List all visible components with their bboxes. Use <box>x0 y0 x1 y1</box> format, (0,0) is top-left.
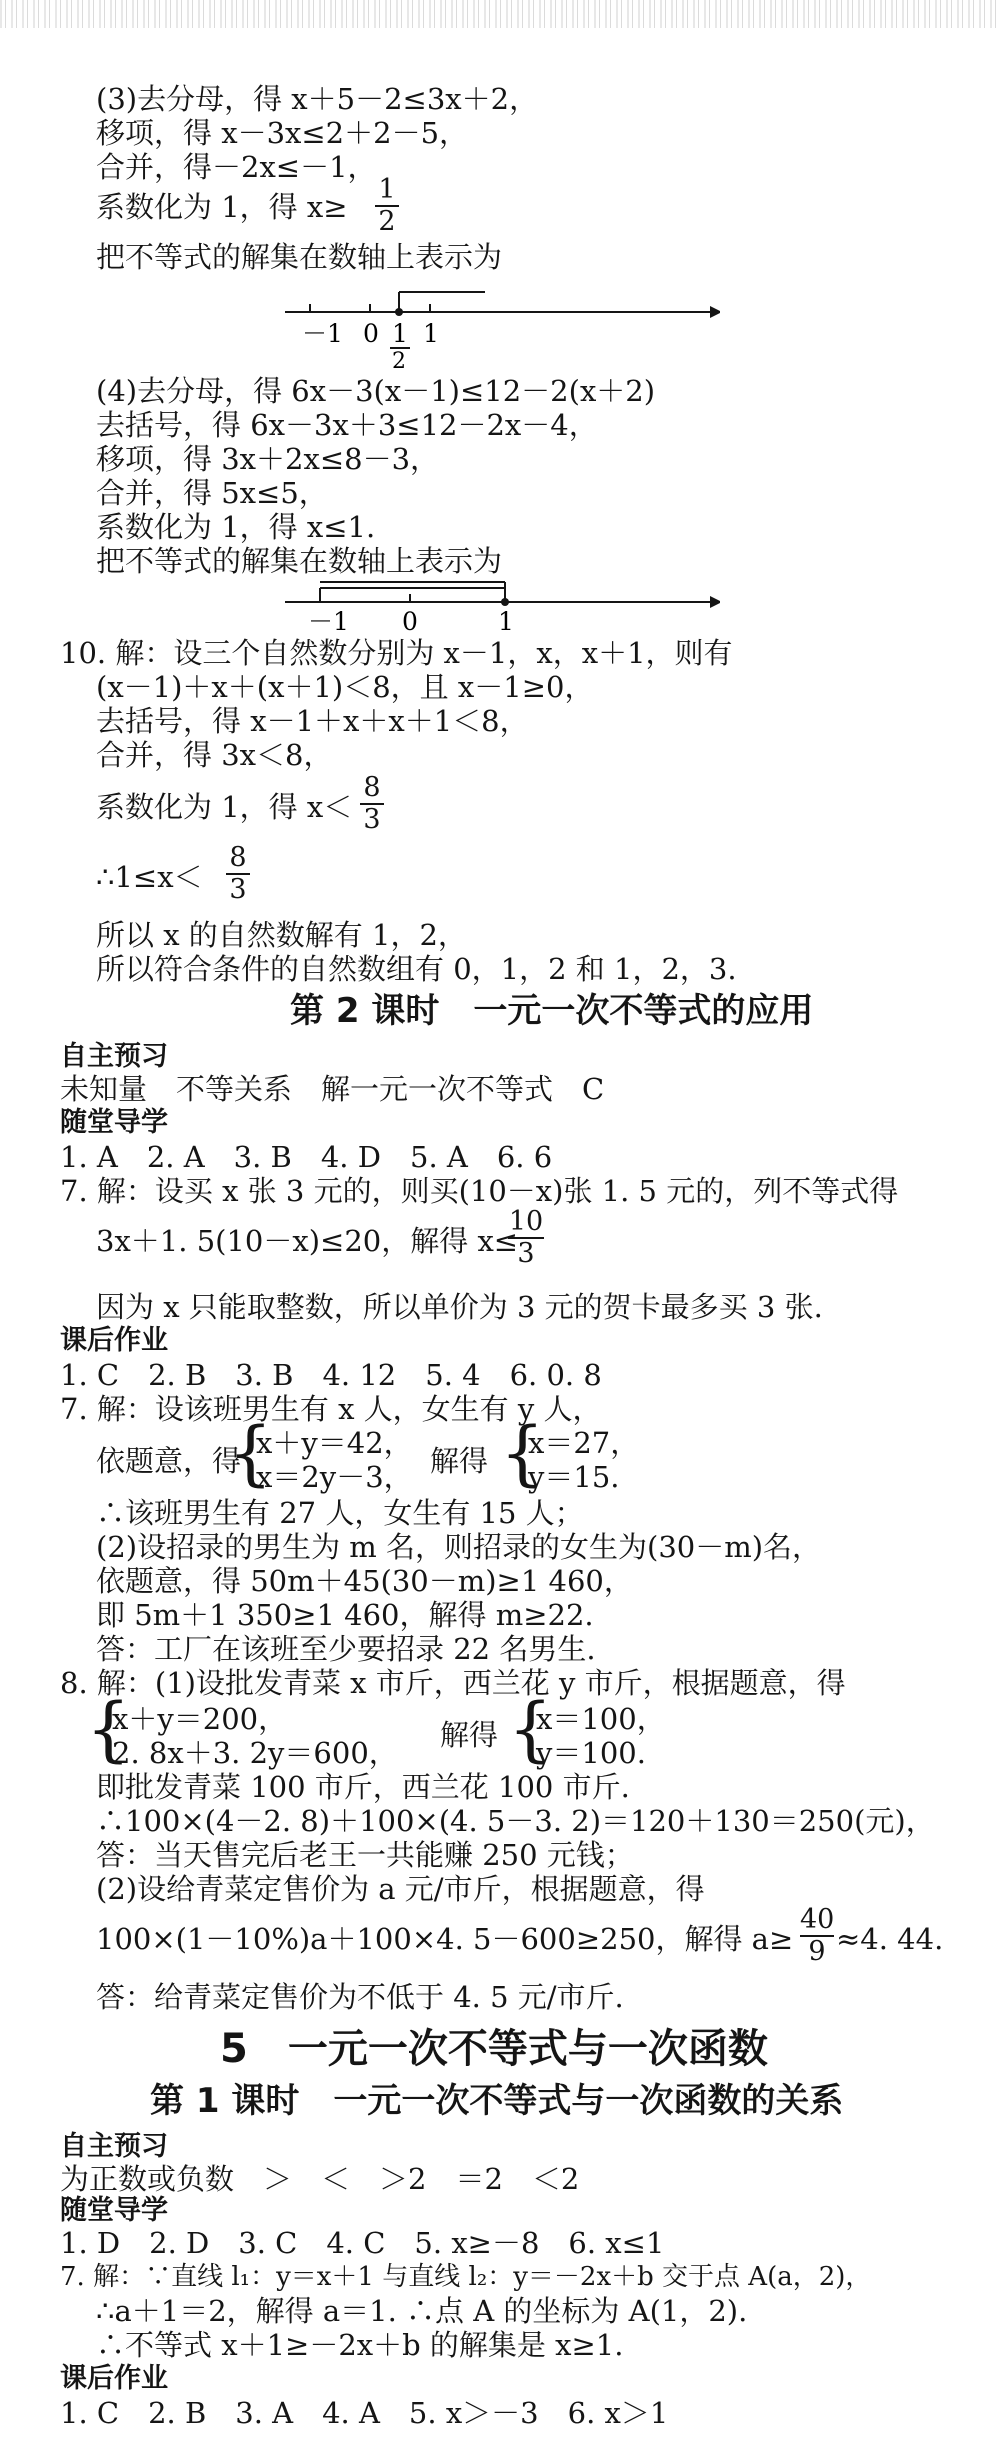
fraction: 8 3 <box>360 774 384 834</box>
text-line: 答：当天售完后老王一共能赚 250 元钱； <box>96 1838 634 1872</box>
section-label: 随堂导学 <box>60 1107 168 1138</box>
tick-label: 2 <box>392 349 406 370</box>
text-line: 所以 x 的自然数解有 1，2， <box>96 918 467 952</box>
text-line: 8. 解：(1)设批发青菜 x 市斤，西兰花 y 市斤，根据题意，得 <box>60 1666 846 1700</box>
text-line: 1. C 2. B 3. A 4. A 5. x＞－3 6. x＞1 <box>60 2396 669 2430</box>
fraction: 8 3 <box>226 844 250 904</box>
system-equation: x＋y＝200， <box>112 1702 288 1736</box>
text-line: (2)设给青菜定售价为 a 元/市斤，根据题意，得 <box>96 1872 705 1906</box>
text-line: 7. 解：设买 x 张 3 元的，则买(10－x)张 1. 5 元的，列不等式得 <box>60 1174 899 1208</box>
equation-brace: { <box>86 1688 131 1770</box>
tick-label: 1 <box>392 319 408 348</box>
section-label: 自主预习 <box>60 1041 168 1072</box>
system-equation: x＋y＝42， <box>256 1426 413 1460</box>
text-line: (4)去分母，得 6x－3(x－1)≤12－2(x＋2) <box>96 374 656 408</box>
text-line: ∴a＋1＝2，解得 a＝1. ∴点 A 的坐标为 A(1，2). <box>96 2294 748 2328</box>
text-line: ∴100×(4－2. 8)＋100×(4. 5－3. 2)＝120＋130＝250(元)， <box>96 1804 935 1838</box>
text-line: 1. C 2. B 3. B 4. 12 5. 4 6. 0. 8 <box>60 1358 602 1392</box>
system-equation: y＝15. <box>528 1460 620 1494</box>
text-line: (x－1)＋x＋(x＋1)＜8，且 x－1≥0， <box>96 670 594 704</box>
text-line: 即批发青菜 100 市斤，西兰花 100 市斤. <box>96 1770 630 1804</box>
text-line: 为正数或负数 ＞ ＜ ＞2 ＝2 ＜2 <box>60 2162 580 2196</box>
text-line: 7. 解：设该班男生有 x 人，女生有 y 人， <box>60 1392 602 1426</box>
text-line: 答：工厂在该班至少要招录 22 名男生. <box>96 1632 596 1666</box>
text-line: ∴1≤x＜ <box>96 860 203 894</box>
text-line: 移项，得 x－3x≤2＋2－5， <box>96 116 469 150</box>
system-equation: x＝27， <box>528 1426 640 1460</box>
text-line: 系数化为 1，得 x≥ <box>96 190 348 224</box>
tick-label: －1 <box>302 319 343 348</box>
system-equation: y＝100. <box>536 1736 646 1770</box>
text-line: 合并，得 3x＜8， <box>96 738 333 772</box>
section-heading: 第 2 课时 一元一次不等式的应用 <box>290 991 814 1031</box>
text-line: 移项，得 3x＋2x≤8－3， <box>96 442 440 476</box>
text-line: 7. 解：∵直线 l₁：y＝x＋1 与直线 l₂：y＝－2x＋b 交于点 A(a，2)， <box>60 2262 872 2292</box>
text-line: 依题意，得 <box>96 1444 242 1478</box>
text-line: 依题意，得 50m＋45(30－m)≥1 460， <box>96 1564 633 1598</box>
text-line: (3)去分母，得 x＋5－2≤3x＋2， <box>96 82 539 116</box>
text-line: 合并，得 5x≤5， <box>96 476 328 510</box>
text-line: (2)设招录的男生为 m 名，则招录的女生为(30－m)名， <box>96 1530 822 1564</box>
fraction: 10 3 <box>508 1206 544 1269</box>
section-heading: 第 1 课时 一元一次不等式与一次函数的关系 <box>150 2081 844 2121</box>
system-equation: x＝2y－3， <box>256 1460 413 1494</box>
number-line-2 <box>280 568 720 638</box>
section-label: 自主预习 <box>60 2131 168 2162</box>
text-line: 把不等式的解集在数轴上表示为 <box>96 240 503 274</box>
text-line: 系数化为 1，得 x≤1. <box>96 510 376 544</box>
text-line: 3x＋1. 5(10－x)≤20，解得 x≤ <box>96 1224 519 1258</box>
text-line: ∴该班男生有 27 人，女生有 15 人； <box>96 1496 584 1530</box>
text-line: ∴不等式 x＋1≥－2x＋b 的解集是 x≥1. <box>96 2328 624 2362</box>
tick-label: 0 <box>363 319 379 348</box>
text-line: ≈4. 44. <box>836 1922 944 1956</box>
text-line: 去括号，得 6x－3x＋3≤12－2x－4， <box>96 408 598 442</box>
section-label: 随堂导学 <box>60 2195 168 2226</box>
text-line: 解得 <box>440 1718 499 1752</box>
tick-label: －1 <box>308 607 349 636</box>
equation-brace: { <box>508 1688 553 1770</box>
system-equation: 2. 8x＋3. 2y＝600， <box>112 1736 398 1770</box>
system-equation: x＝100， <box>536 1702 666 1736</box>
text-line: 10. 解：设三个自然数分别为 x－1，x，x＋1，则有 <box>60 636 733 670</box>
text-line: 把不等式的解集在数轴上表示为 <box>96 544 503 578</box>
section-label: 课后作业 <box>60 1325 168 1356</box>
tick-label: 1 <box>498 607 514 636</box>
text-line: 合并，得－2x≤－1， <box>96 150 377 184</box>
text-line: 系数化为 1，得 x＜ <box>96 790 353 824</box>
scan-border <box>0 0 1000 28</box>
text-line: 1. D 2. D 3. C 4. C 5. x≥－8 6. x≤1 <box>60 2226 665 2260</box>
fraction: 40 9 <box>800 1904 835 1967</box>
tick-label: 0 <box>402 607 418 636</box>
chapter-heading: 5 一元一次不等式与一次函数 <box>220 2026 768 2072</box>
text-line: 因为 x 只能取整数，所以单价为 3 元的贺卡最多买 3 张. <box>96 1290 823 1324</box>
text-line: 所以符合条件的自然数组有 0，1，2 和 1，2，3. <box>96 952 737 986</box>
text-line: 1. A 2. A 3. B 4. D 5. A 6. 6 <box>60 1140 553 1174</box>
fraction: 1 2 <box>375 176 399 236</box>
text-line: 去括号，得 x－1＋x＋x＋1＜8， <box>96 704 529 738</box>
text-line: 答：给青菜定售价为不低于 4. 5 元/市斤. <box>96 1980 624 2014</box>
tick-label: 1 <box>423 319 439 348</box>
text-line: 即 5m＋1 350≥1 460，解得 m≥22. <box>96 1598 594 1632</box>
number-line-1 <box>280 278 720 370</box>
equation-brace: { <box>228 1412 273 1494</box>
text-line: 100×(1－10%)a＋100×4. 5－600≥250，解得 a≥ <box>96 1922 794 1956</box>
section-label: 课后作业 <box>60 2363 168 2394</box>
text-line: 未知量 不等关系 解一元一次不等式 C <box>60 1072 605 1106</box>
equation-brace: { <box>500 1412 545 1494</box>
text-line: 解得 <box>430 1444 489 1478</box>
